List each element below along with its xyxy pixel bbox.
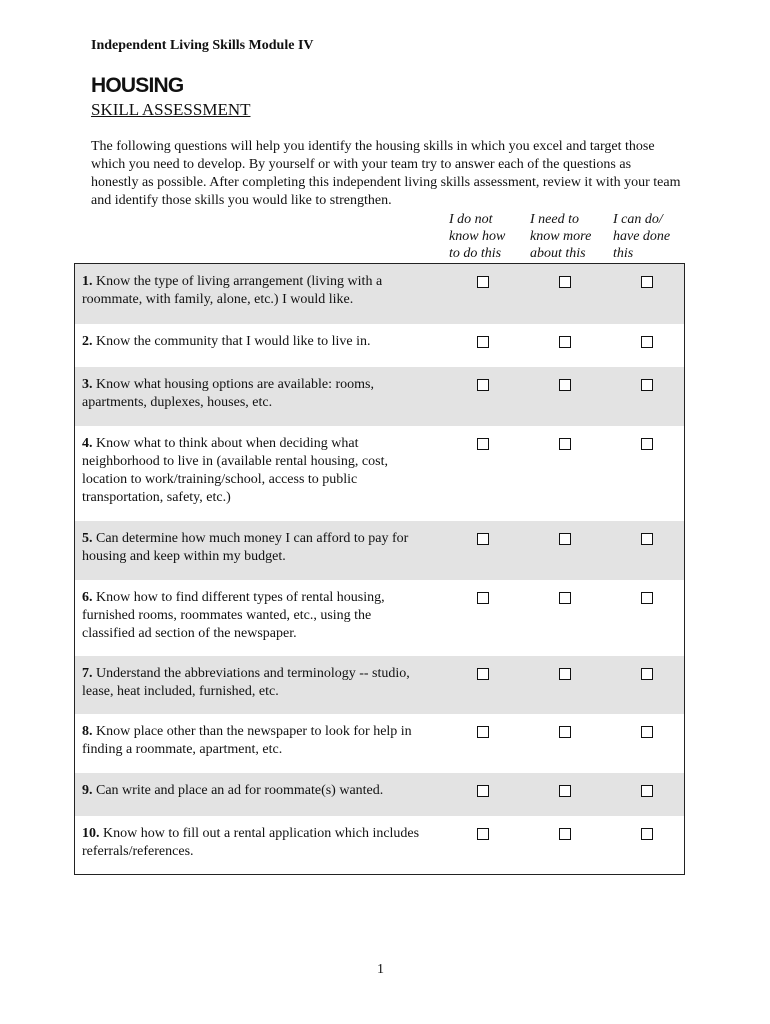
checkbox-can-do[interactable] [641,336,653,348]
checkbox-need-to-know-more[interactable] [559,828,571,840]
item-number: 8. [82,724,93,739]
item-number: 6. [82,590,93,605]
checkbox-need-to-know-more[interactable] [559,336,571,348]
checkbox-do-not-know[interactable] [477,336,489,348]
item-text [82,782,427,800]
table-row [75,367,684,426]
checkbox-can-do[interactable] [641,726,653,738]
checkbox-can-do[interactable] [641,668,653,680]
table-row [75,324,684,367]
checkbox-do-not-know[interactable] [477,379,489,391]
item-description: Know what housing options are available: rooms, apartments, duplexes, houses, etc. [82,377,375,410]
table-row [75,816,684,874]
item-number: 4. [82,436,93,451]
item-number: 9. [82,783,93,798]
checkbox-need-to-know-more[interactable] [559,379,571,391]
item-number: 10. [82,826,100,841]
item-description: Know the community that I would like to live in. [96,334,371,349]
checkbox-can-do[interactable] [641,379,653,391]
item-text [82,435,427,507]
checkbox-can-do[interactable] [641,592,653,604]
item-number: 3. [82,377,93,392]
item-description: Can determine how much money I can afford to pay for housing and keep within my budget. [82,531,409,564]
item-text [82,273,427,309]
item-description: Understand the abbreviations and terminology -- studio, lease, heat included, furnished, etc. [82,666,410,699]
item-number: 5. [82,531,93,546]
item-description: Know how to fill out a rental application which includes referrals/references. [82,826,420,859]
checkbox-do-not-know[interactable] [477,726,489,738]
checkbox-do-not-know[interactable] [477,276,489,288]
item-description: Know place other than the newspaper to look for help in finding a roommate, apartment, etc. [82,724,412,757]
column-header-can-do: I can do/ have done this [613,212,671,261]
item-text [82,333,427,351]
assessment-table [74,263,685,875]
page-number: 1 [377,962,384,977]
checkbox-need-to-know-more[interactable] [559,592,571,604]
checkbox-can-do[interactable] [641,785,653,797]
column-header-need-to-know-more: I need to know more about this [530,212,592,261]
checkbox-do-not-know[interactable] [477,533,489,545]
table-row [75,714,684,773]
table-row [75,656,684,714]
checkbox-need-to-know-more[interactable] [559,438,571,450]
table-row [75,773,684,816]
checkbox-can-do[interactable] [641,828,653,840]
checkbox-need-to-know-more[interactable] [559,785,571,797]
column-header-do-not-know: I do not know how to do this [449,212,506,261]
item-number: 7. [82,666,93,681]
table-row [75,426,684,521]
checkbox-do-not-know[interactable] [477,828,489,840]
item-description: Know what to think about when deciding what neighborhood to live in (available rental housing, cost, location to work/training/school, access to public transportation, safety, etc.) [82,436,388,505]
checkbox-can-do[interactable] [641,276,653,288]
checkbox-can-do[interactable] [641,533,653,545]
item-text [82,530,427,566]
item-number: 2. [82,334,93,349]
table-row [75,521,684,580]
checkbox-do-not-know[interactable] [477,785,489,797]
item-text [82,825,427,861]
intro-text: The following questions will help you identify the housing skills in which you excel and target those which you need to develop. By yourself or with your team try to answer each of the questions as honestly as possible. After completing this independent living skills assessment, review it with your team and identify those skills you would like to strengthen. [91,139,681,208]
checkbox-do-not-know[interactable] [477,438,489,450]
item-description: Can write and place an ad for roommate(s) wanted. [96,783,384,798]
table-row [75,580,684,656]
item-description: Know how to find different types of rental housing, furnished rooms, roommates wanted, etc., using the classified ad section of the newspaper. [82,590,385,641]
item-text [82,589,427,643]
table-row [75,264,684,324]
item-text [82,376,427,412]
item-text [82,665,427,701]
checkbox-need-to-know-more[interactable] [559,276,571,288]
checkbox-need-to-know-more[interactable] [559,726,571,738]
checkbox-need-to-know-more[interactable] [559,533,571,545]
module-title: Independent Living Skills Module IV [91,38,314,53]
item-number: 1. [82,274,93,289]
section-title: HOUSING [91,74,184,97]
item-text [82,723,427,759]
checkbox-can-do[interactable] [641,438,653,450]
checkbox-do-not-know[interactable] [477,668,489,680]
section-subtitle: SKILL ASSESSMENT [91,100,251,119]
item-description: Know the type of living arrangement (living with a roommate, with family, alone, etc.) I would like. [82,274,383,307]
checkbox-do-not-know[interactable] [477,592,489,604]
checkbox-need-to-know-more[interactable] [559,668,571,680]
